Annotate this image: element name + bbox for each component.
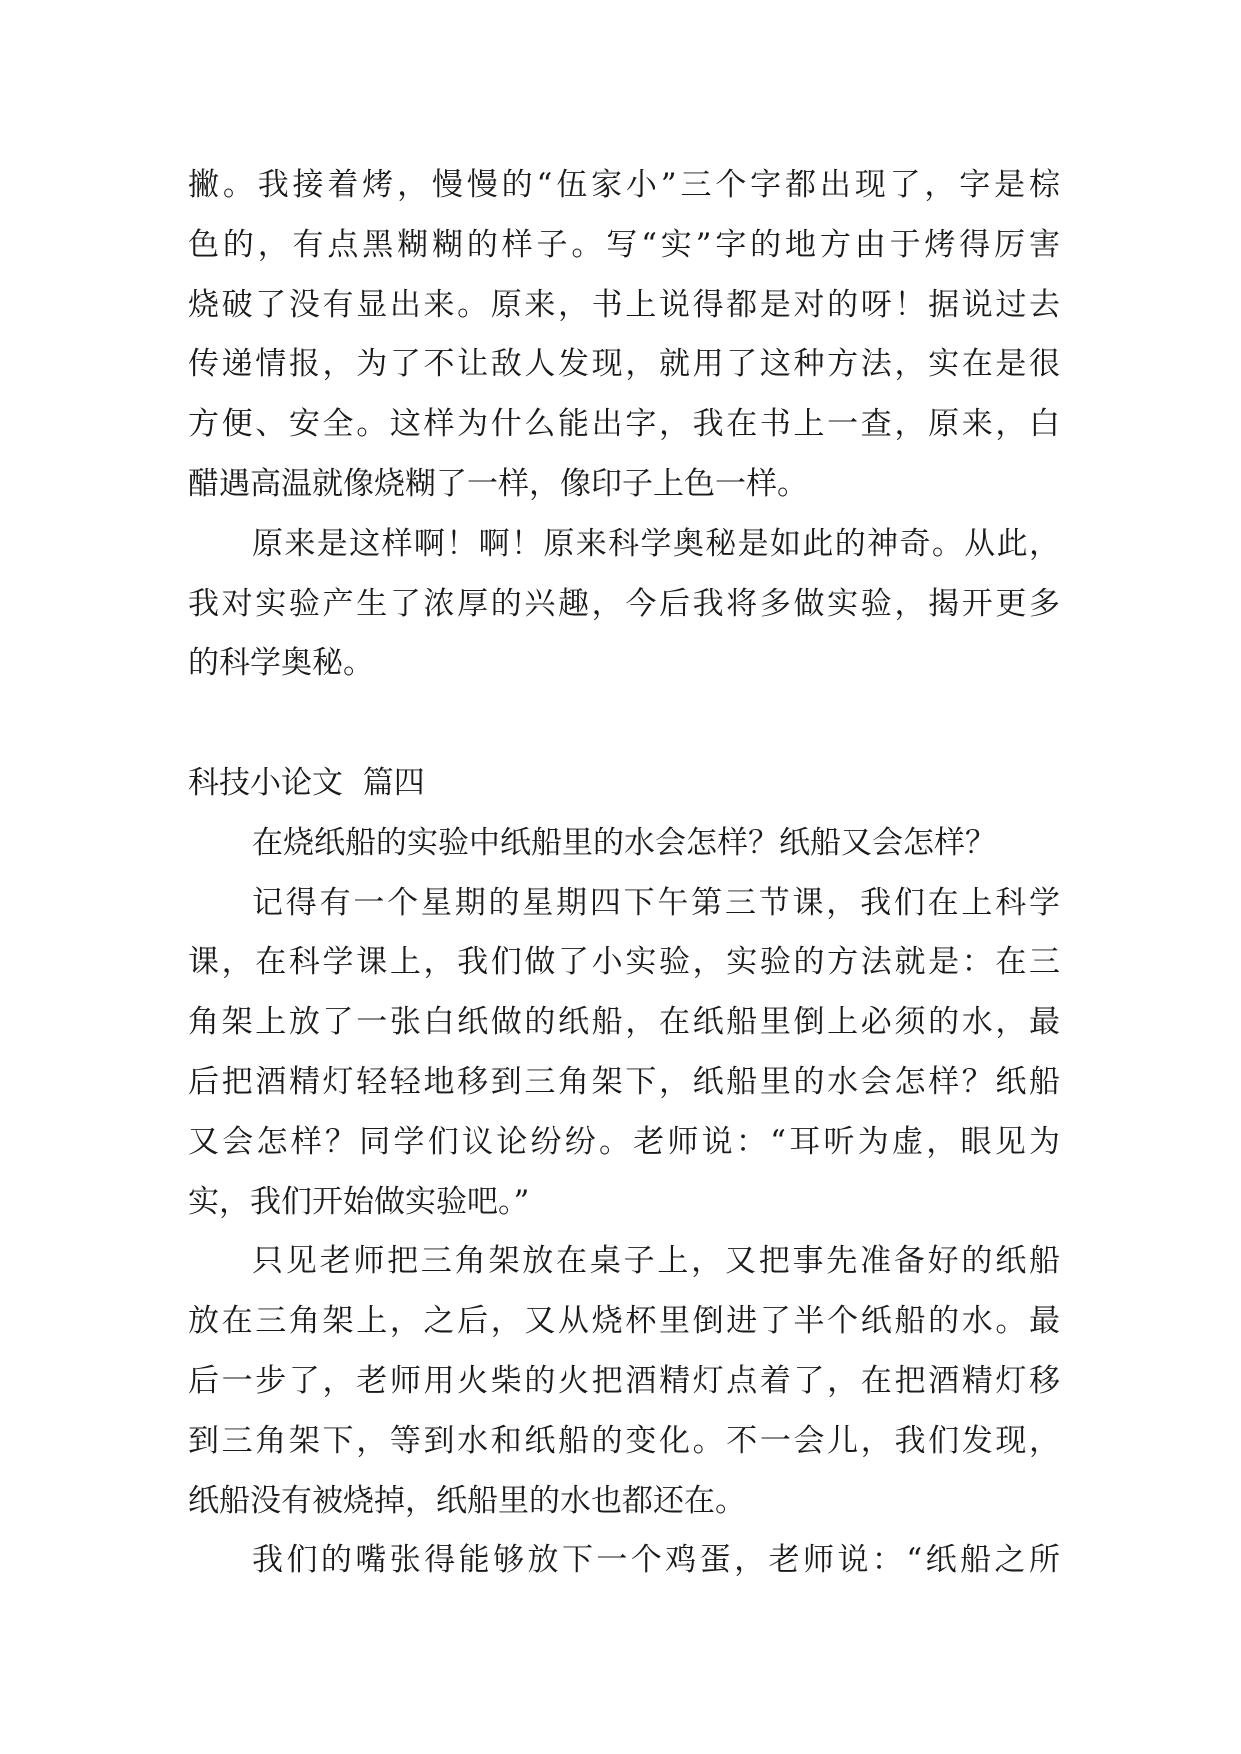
text-line: 我对实验产生了浓厚的兴趣，今后我将多做实验，揭开更多: [188, 585, 1060, 622]
text-line: 又会怎样？同学们议论纷纷。老师说：“耳听为虚，眼见为: [188, 1123, 1060, 1160]
text-line: 传递情报，为了不让敌人发现，就用了这种方法，实在是很: [188, 346, 1060, 383]
paragraph: [188, 1232, 1060, 1531]
text-line: 原来是这样啊！啊！原来科学奥秘是如此的神奇。从此，: [252, 525, 1060, 562]
text-line: 烧破了没有显出来。原来，书上说得都是对的呀！据说过去: [188, 286, 1060, 323]
text-line: 醋遇高温就像烧糊了一样，像印子上色一样。: [188, 465, 808, 502]
paragraph: [188, 1531, 1060, 1591]
paragraph: [188, 515, 1060, 694]
text-line: 实，我们开始做实验吧。”: [188, 1183, 530, 1220]
paragraph: [188, 874, 1060, 1233]
paragraph: [188, 156, 1060, 515]
text-line: 撇。我接着烤，慢慢的“伍家小”三个字都出现了，字是棕: [188, 167, 1060, 203]
document-page: [188, 156, 1060, 1591]
text-line: 后把酒精灯轻轻地移到三角架下，纸船里的水会怎样？纸船: [188, 1063, 1060, 1100]
text-line: 角架上放了一张白纸做的纸船，在纸船里倒上必须的水，最: [188, 1004, 1060, 1041]
text-line: 方便、安全。这样为什么能出字，我在书上一查，原来，白: [188, 406, 1060, 443]
paragraph: [188, 814, 1060, 874]
text-line: 放在三角架上，之后，又从烧杯里倒进了半个纸船的水。最: [188, 1303, 1060, 1340]
text-line: 只见老师把三角架放在桌子上，又把事先准备好的纸船: [252, 1243, 1060, 1280]
text-line: 色的，有点黑糊糊的样子。写“实”字的地方由于烤得厉害: [188, 226, 1060, 263]
text-line: 纸船没有被烧掉，纸船里的水也都还在。: [188, 1482, 746, 1519]
text-line: 课，在科学课上，我们做了小实验，实验的方法就是：在三: [188, 944, 1060, 981]
text-line: 到三角架下，等到水和纸船的变化。不一会儿，我们发现，: [188, 1422, 1060, 1459]
text-line: 记得有一个星期的星期四下午第三节课，我们在上科学: [252, 884, 1060, 921]
text-line: 后一步了，老师用火柴的火把酒精灯点着了，在把酒精灯移: [188, 1362, 1060, 1399]
section-heading: 科技小论文 篇四: [188, 764, 425, 801]
text-line: 我们的嘴张得能够放下一个鸡蛋，老师说：“纸船之所: [252, 1542, 1060, 1579]
text-line: 在烧纸船的实验中纸船里的水会怎样？纸船又会怎样？: [252, 824, 996, 861]
text-line: 的科学奥秘。: [188, 645, 374, 682]
